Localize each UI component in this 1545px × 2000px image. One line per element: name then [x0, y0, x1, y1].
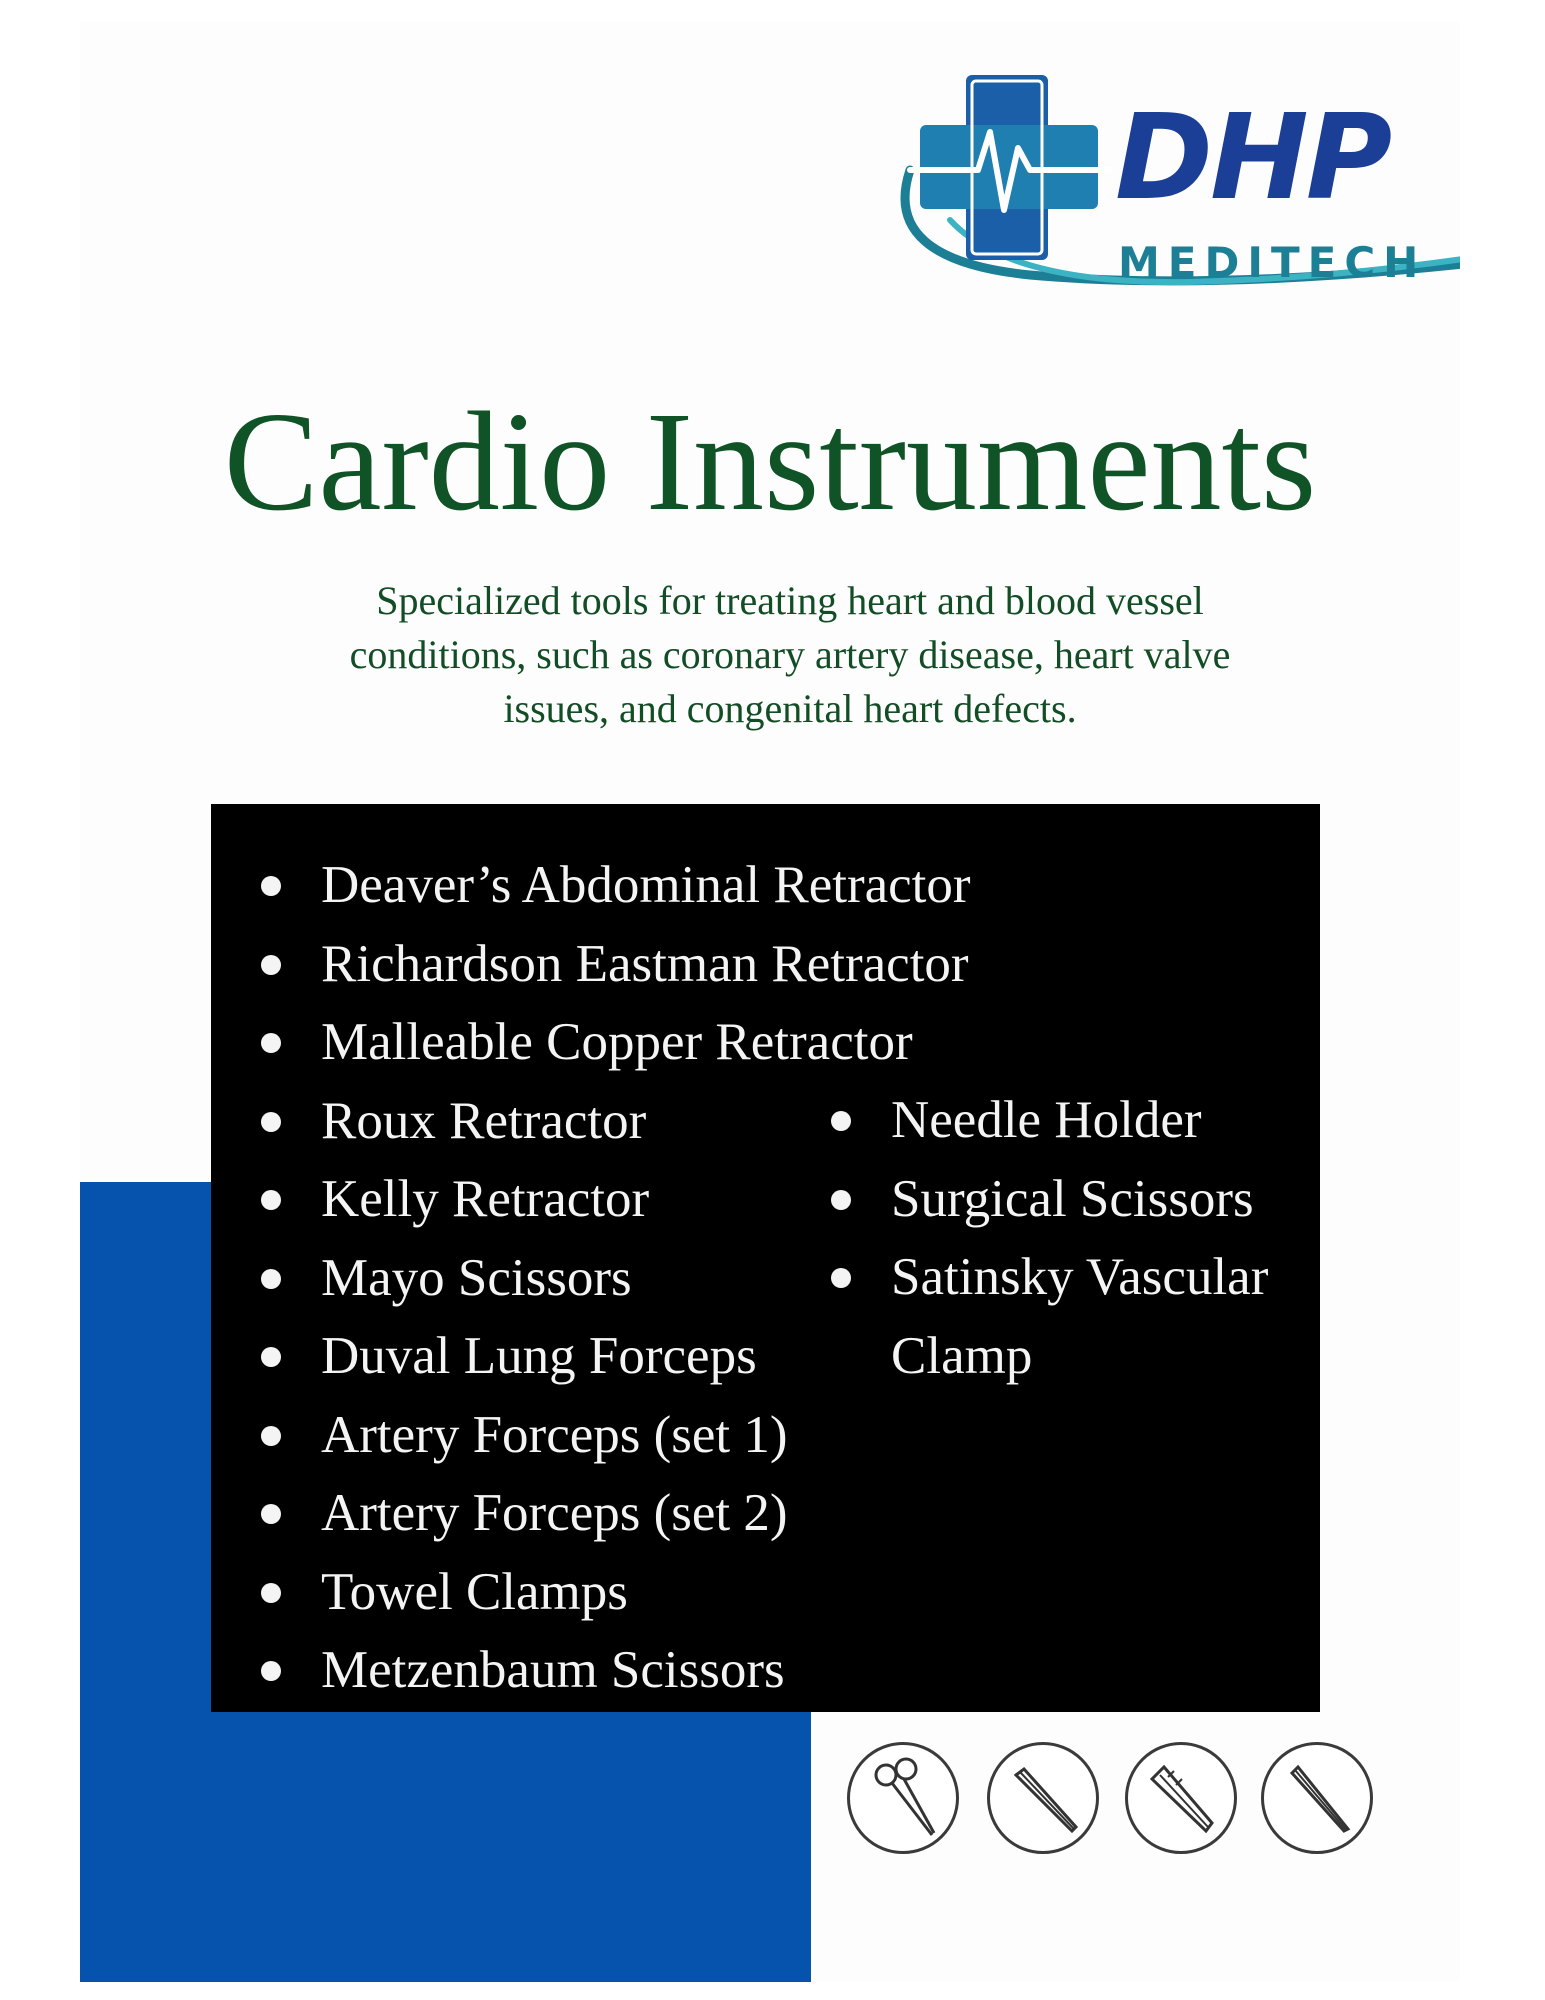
instrument-name: Richardson Eastman Retractor: [321, 934, 969, 993]
instrument-name: Deaver’s Abdominal Retractor: [321, 856, 971, 914]
logo-tagline-text: MEDITECH: [1118, 238, 1427, 287]
tweezers-icon: [987, 1742, 1099, 1854]
flyer-page: [80, 22, 1460, 1982]
list-item: [261, 925, 971, 1004]
brand-logo: [890, 70, 1460, 310]
bullet-icon: [261, 1269, 281, 1289]
list-item: [261, 846, 971, 925]
list-item: [831, 1081, 1311, 1160]
bullet-icon: [261, 1504, 281, 1524]
list-item: [261, 1474, 971, 1553]
instrument-name: Malleable Copper Retractor: [321, 1013, 913, 1071]
instrument-name: Duval Lung Forceps: [321, 1327, 757, 1385]
instrument-name: Surgical Scissors: [891, 1169, 1254, 1228]
instrument-name: Kelly Retractor: [321, 1170, 650, 1228]
bullet-icon: [831, 1268, 851, 1288]
instrument-name: Needle Holder: [891, 1091, 1202, 1149]
bullet-icon: [261, 876, 281, 896]
bullet-icon: [261, 1190, 281, 1210]
forceps-icon: [847, 1742, 959, 1854]
instrument-name: Metzenbaum Scissors: [321, 1641, 785, 1699]
page-title: Cardio Instruments: [223, 382, 1317, 540]
bullet-icon: [261, 1583, 281, 1603]
bullet-icon: [261, 1033, 281, 1053]
page-subtitle: Specialized tools for treating heart and blood vessel conditions, such as coronary artery disease, heart valve issues, and congenital heart defects.: [349, 578, 1231, 731]
bullet-icon: [261, 1661, 281, 1681]
tool-icon-row: [847, 1742, 1407, 1872]
instrument-name: Roux Retractor: [321, 1091, 647, 1150]
instrument-list-right: [831, 1081, 1311, 1395]
instrument-name: Artery Forceps (set 1): [321, 1405, 788, 1464]
tissue-forceps-icon: [1125, 1742, 1237, 1854]
list-item: [831, 1238, 1311, 1395]
instrument-name: Satinsky Vascular Clamp: [891, 1248, 1269, 1385]
instrument-list-panel: [211, 804, 1320, 1712]
bullet-icon: [831, 1190, 851, 1210]
bullet-icon: [261, 1112, 281, 1132]
list-item: [831, 1160, 1311, 1239]
logo-brand-text: DHP: [1115, 88, 1390, 226]
instrument-name: Towel Clamps: [321, 1562, 628, 1621]
dressing-forceps-icon: [1261, 1742, 1373, 1854]
bullet-icon: [261, 1426, 281, 1446]
list-item: [261, 1003, 971, 1082]
list-item: [261, 1631, 971, 1710]
bullet-icon: [261, 955, 281, 975]
list-item: [261, 1553, 971, 1632]
instrument-name: Mayo Scissors: [321, 1248, 632, 1307]
list-item: [261, 1396, 971, 1475]
instrument-name: Artery Forceps (set 2): [321, 1484, 788, 1542]
bullet-icon: [831, 1111, 851, 1131]
bullet-icon: [261, 1347, 281, 1367]
